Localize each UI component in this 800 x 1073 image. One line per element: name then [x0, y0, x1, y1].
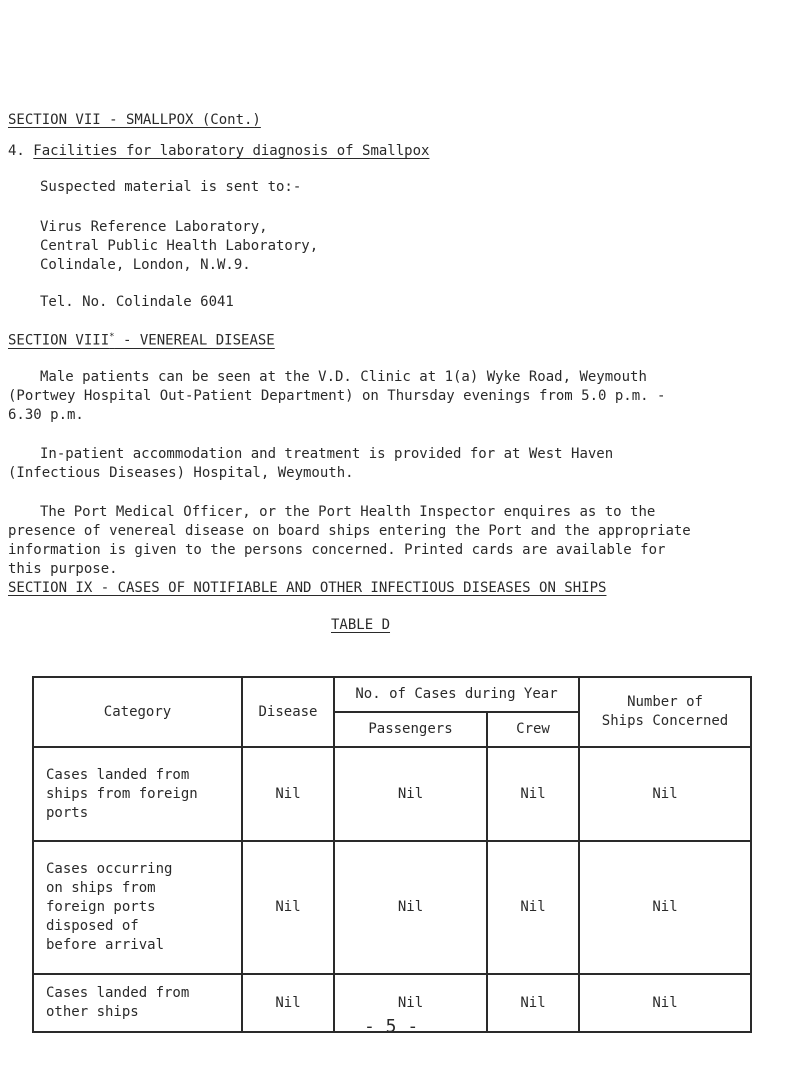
section-viii-heading-text: SECTION VIII — [8, 332, 110, 349]
address-line: Virus Reference Laboratory, — [40, 219, 268, 235]
category-line: foreign ports — [46, 899, 156, 915]
page-number: - 5 - — [364, 1016, 419, 1037]
paragraph-line: Male patients can be seen at the V.D. Clinic at 1(a) Wyke Road, Weymouth — [40, 369, 647, 385]
header-ships-concerned — [579, 677, 751, 747]
section-viii-heading-rest: - VENEREAL DISEASE — [114, 332, 275, 349]
cell-ships: Nil — [579, 747, 751, 841]
paragraph-line: The Port Medical Officer, or the Port Health Inspector enquires as to the — [40, 504, 656, 520]
port-medical-paragraph — [8, 503, 798, 579]
paragraph-line: this purpose. — [8, 561, 118, 577]
category-line: ships from foreign — [46, 785, 198, 802]
table-row — [33, 841, 751, 974]
paragraph-line: information is given to the persons concerned. Printed cards are available for — [8, 542, 666, 558]
paragraph-line: presence of venereal disease on board ships entering the Port and the appropriate — [8, 523, 691, 539]
paragraph-line: (Infectious Diseases) Hospital, Weymouth. — [8, 465, 354, 481]
cell-crew: Nil — [487, 841, 579, 974]
header-category: Category — [33, 677, 242, 747]
cell-disease: Nil — [242, 974, 334, 1032]
lab-telephone: Tel. No. Colindale 6041 — [40, 294, 234, 310]
cell-disease: Nil — [242, 841, 334, 974]
paragraph-line: 6.30 p.m. — [8, 407, 84, 423]
address-line: Colindale, London, N.W.9. — [40, 257, 251, 273]
cell-ships: Nil — [579, 974, 751, 1032]
table-row — [33, 747, 751, 841]
section-viii-heading — [8, 332, 275, 349]
address-line: Central Public Health Laboratory, — [40, 238, 319, 254]
cell-passengers: Nil — [334, 841, 487, 974]
category-line: Cases landed from — [46, 985, 190, 1001]
suspected-material-intro: Suspected material is sent to:- — [40, 179, 302, 195]
paragraph-line: In-patient accommodation and treatment is provided for at West Haven — [40, 446, 614, 462]
table-title: TABLE D — [331, 617, 391, 633]
category-line: ports — [46, 804, 89, 821]
header-disease: Disease — [242, 677, 334, 747]
in-patient-paragraph — [8, 445, 798, 483]
header-crew: Crew — [487, 712, 579, 747]
header-ships-line: Number of — [627, 694, 703, 710]
header-passengers: Passengers — [334, 712, 487, 747]
header-ships-line: Ships Concerned — [601, 713, 729, 729]
category-line: before arrival — [46, 937, 165, 953]
category-line: on ships from — [46, 880, 156, 896]
paragraph-line: (Portwey Hospital Out-Patient Department) on Thursday evenings from 5.0 p.m. - — [8, 388, 666, 404]
category-line: other ships — [46, 1004, 139, 1020]
cell-passengers: Nil — [334, 974, 487, 1032]
cell-category — [33, 747, 242, 841]
cell-category — [33, 974, 242, 1032]
table-header-row — [33, 677, 751, 712]
item-title: Facilities for laboratory diagnosis of Smallpox — [33, 143, 430, 159]
header-cases-during-year: No. of Cases during Year — [334, 677, 579, 712]
category-line: Cases occurring — [46, 861, 173, 877]
cell-crew: Nil — [487, 974, 579, 1032]
item-4 — [8, 143, 429, 159]
lab-address — [40, 218, 740, 275]
cell-disease: Nil — [242, 747, 334, 841]
section-ix-heading: SECTION IX - CASES OF NOTIFIABLE AND OTHER INFECTIOUS DISEASES ON SHIPS — [8, 580, 607, 596]
vd-clinic-paragraph — [8, 368, 798, 425]
cell-crew: Nil — [487, 747, 579, 841]
cell-passengers: Nil — [334, 747, 487, 841]
item-number: 4. — [8, 143, 25, 159]
section-vii-heading: SECTION VII - SMALLPOX (Cont.) — [8, 112, 261, 128]
footnote-mark: * — [109, 332, 115, 342]
cell-ships: Nil — [579, 841, 751, 974]
category-line: disposed of — [46, 918, 139, 934]
cell-category — [33, 841, 242, 974]
category-line: Cases landed from — [46, 766, 190, 783]
table-d — [32, 676, 752, 1033]
